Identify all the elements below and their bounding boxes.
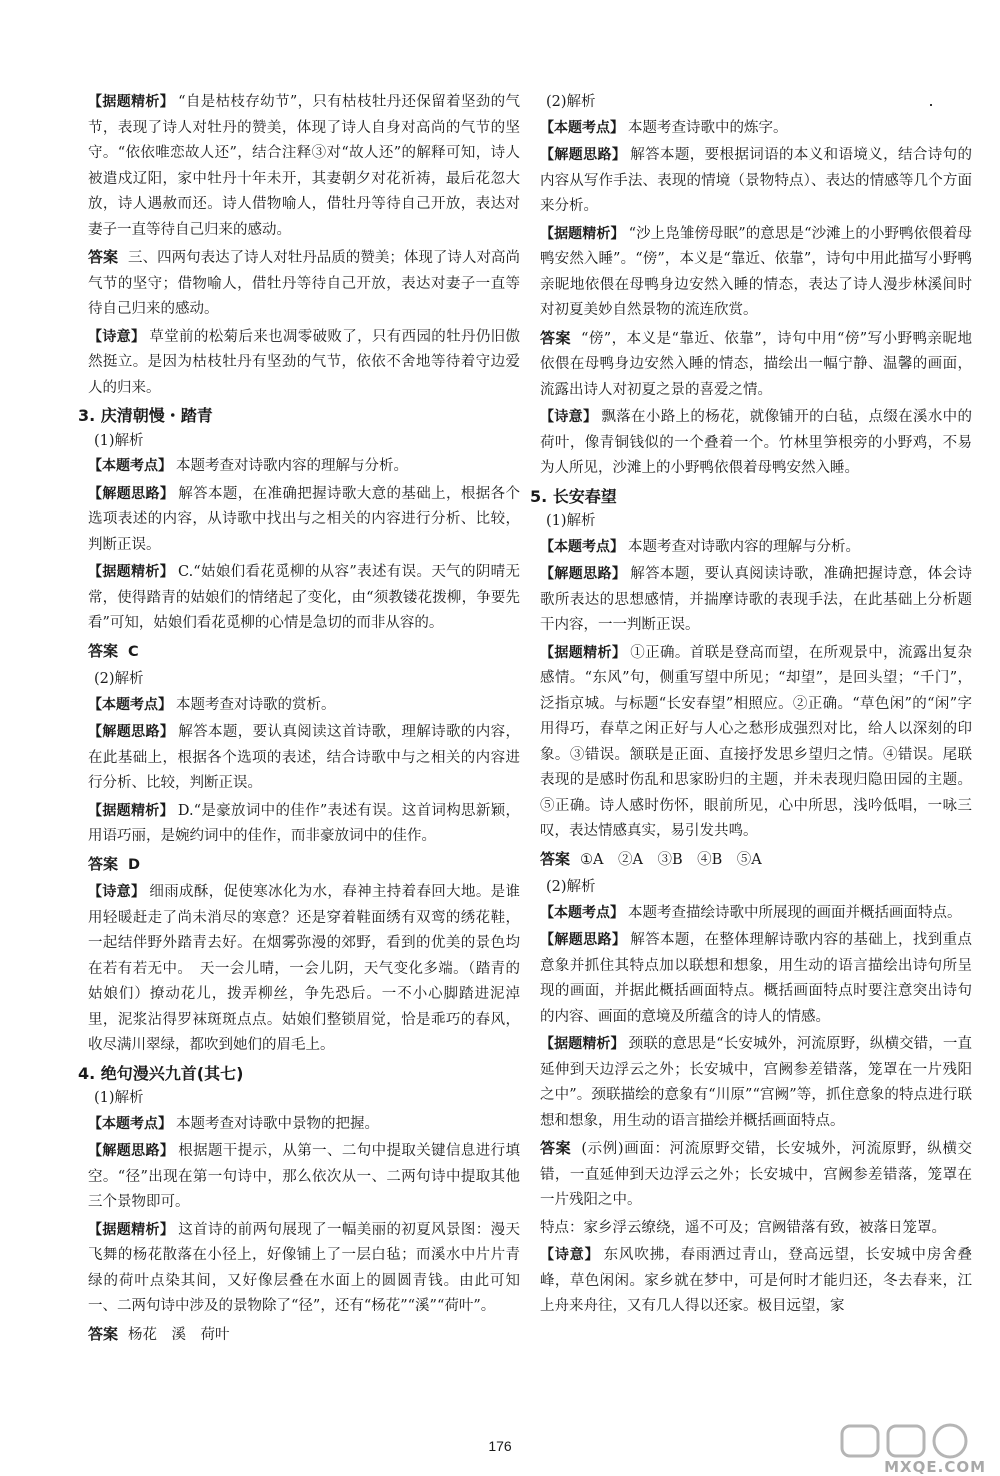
exam-point-block: 【本题考点】 本题考查诗歌中的炼字。 xyxy=(540,119,788,136)
analysis-block: 【据题精析】 ①正确。首联是登高而望，在所观景中，流露出复杂感情。“东风”句，侧重写望中所见；“却望”，是回头望；“千门”，泛指京城。与标题“长安春望”相照应。②正确。“草色闲”的“闲”字用得巧，春草之闲正好与人心之愁形成强烈对比，给人以深刻的印象。③错误。颔联是正面、直接抒发思乡望归之情。④错误。尾联表现的是感时伤乱和思家盼归的主题，并未表现归隐田园的主题。⑤正确。诗人感时伤怀，眼前所见，心中所思，浅吟低唱，一咏三叹，表达情感真实，易引发共鸣。 xyxy=(540,644,972,839)
sub-heading: (2)解析 xyxy=(546,879,596,895)
watermark-text: MXQE.COM xyxy=(884,1458,986,1476)
sub-heading: (1)解析 xyxy=(94,432,144,449)
analysis-block: 【据题精析】 这首诗的前两句展现了一幅美丽的初夏风景图：漫天飞舞的杨花散落在小径上，好像铺上了一层白毡；而溪水中片片青绿的荷叶点染其间，又好像层叠在水面上的圆圆青钱。由此可知一、二两句诗中涉及的景物除了“径”，还有“杨花”“溪”“荷叶”。 xyxy=(88,1221,520,1314)
solution-idea-block: 【解题思路】 根据题干提示，从第一、二句中提取关键信息进行填空。“径”出现在第一句诗中，那么依次从一、二两句诗中提取其他三个景物即可。 xyxy=(88,1143,520,1210)
exam-point-block: 【本题考点】 本题考查对诗歌的赏析。 xyxy=(88,696,336,713)
answer-line: 答案 ①A ②A ③B ④B ⑤A xyxy=(540,849,762,868)
answer-block: 答案 (示例)画面：河流原野交错，长安城外，河流原野，纵横交错，一直延伸到天边浮云之外；长安城中，宫阙参差错落，笼罩在一片残阳之中。 xyxy=(540,1139,972,1208)
exam-point-block: 【本题考点】 本题考查对诗歌内容的理解与分析。 xyxy=(540,538,860,555)
left-column xyxy=(78,90,521,1350)
analysis-block: 【据题精析】 D.“是豪放词中的佳作”表述有误。这首词构思新颖，用语巧丽，是婉约词中的佳作，而非豪放词中的佳作。 xyxy=(88,802,520,844)
analysis-block: 【据题精析】 颈联的意思是“长安城外，河流原野，纵横交错，一直延伸到天边浮云之外；长安城中，宫阙参差错落，笼罩在一片残阳之中”。颈联描绘的意象有“川原”“宫阙”等，抓住意象的特点进行联想和想象，用生动的语言描绘并概括画面特点。 xyxy=(540,1036,972,1129)
answer-block: 答案 三、四两句表达了诗人对牡丹品质的赞美；体现了诗人对高尚气节的坚守；借物喻人，借牡丹等待自己开放，表达对妻子一直等待自己归来的感动。 xyxy=(88,248,520,317)
poem-meaning-block: 【诗意】 细雨成酥，促使寒冰化为水，春神主持着春回大地。是谁用轻暖赶走了尚未消尽的寒意？还是穿着鞋面绣有双鸾的绣花鞋，一起结伴野外踏青去好。在烟雾弥漫的郊野，看到的优美的景色均在若有若无中。 天一会儿晴，一会儿阴，天气变化多端。（踏青的姑娘们）撩动花儿，拨弄柳丝，争先恐后。一不小心脚踏进泥淖里，泥浆沾得罗袜斑斑点点。姑娘们整锁眉觉，恰是乖巧的春风，收尽满川翠绿，都吹到她们的眉毛上。 xyxy=(88,884,520,1053)
poem-meaning-block: 【诗意】 东风吹拂，春雨洒过青山，登高远望，长安城中房舍叠峰，草色闲闲。家乡就在梦中，可是何时才能归还，冬去春来，江上舟来舟往，又有几人得以还家。极目远望，家 xyxy=(540,1247,973,1314)
exam-point-block: 【本题考点】 本题考查对诗歌内容的理解与分析。 xyxy=(88,458,408,474)
poem-meaning-block: 【诗意】 飘落在小路上的杨花，就像铺开的白毡，点缀在溪水中的荷叶，像青铜钱似的一个叠着一个。竹林里笋根旁的小野鸡，不易为人所见，沙滩上的小野鸭依偎着母鸭安然入睡。 xyxy=(540,409,972,476)
answer-feature-line: 特点：家乡浮云缭绕，遥不可及；宫阙错落有致，被落日笼罩。 xyxy=(540,1219,946,1236)
answer-line: 答案 D xyxy=(88,854,141,873)
sub-heading: (1)解析 xyxy=(546,513,596,529)
solution-idea-block: 【解题思路】 解答本题，要认真阅读这首诗歌，理解诗歌的内容，在此基础上，根据各个选项的表述，结合诗歌中与之相关的内容进行分析、比较，判断正误。 xyxy=(88,724,520,791)
exam-point-block: 【本题考点】 本题考查描绘诗歌中所展现的画面并概括画面特点。 xyxy=(540,904,962,921)
solution-idea-block: 【解题思路】 解答本题，要认真阅读诗歌，准确把握诗意，体会诗歌所表达的思想感情，并揣摩诗歌的表现手法，在此基础上分析题干内容，一一判断正误。 xyxy=(540,566,972,633)
answer-line: 答案 C xyxy=(88,641,139,660)
exam-point-block: 【本题考点】 本题考查对诗歌中景物的把握。 xyxy=(88,1115,379,1132)
solution-idea-block: 【解题思路】 解答本题，要根据词语的本义和语境义，结合诗句的内容从写作手法、表现的情境（景物特点）、表达的情感等几个方面来分析。 xyxy=(540,147,972,214)
question-title-3: 3. 庆清朝慢・踏青 xyxy=(78,406,213,425)
analysis-block: 【据题精析】 C.“姑娘们看花觅柳的从容”表述有误。天气的阴晴无常，使得踏青的姑娘们的情绪起了变化，由“须教镂花拨柳，争要先看”可知，姑娘们看花觅柳的心情是急切的而非从容的。 xyxy=(88,564,521,631)
right-column xyxy=(530,90,973,1322)
sub-heading: (2)解析 xyxy=(94,671,144,687)
answer-block: 答案 “傍”，本义是“靠近、依靠”，诗句中用“傍”写小野鸭亲昵地依偎在母鸭身边安然入睡的情态，描绘出一幅宁静、温馨的画面，流露出诗人对初夏之景的喜爱之情。 xyxy=(540,328,972,398)
question-title-4: 4. 绝句漫兴九首(其七) xyxy=(78,1063,244,1083)
answer-line: 答案 杨花 溪 荷叶 xyxy=(88,1324,230,1343)
analysis-block: 【据题精析】 “沙上凫雏傍母眠”的意思是“沙滩上的小野鸭依偎着母鸭安然入睡”。“傍”，本义是“靠近、依靠”，诗句中用此描写小野鸭亲昵地依偎在母鸭身边安然入睡的情态，表达了诗人漫步林溪间时对初夏美妙自然景物的流连欣赏。 xyxy=(540,225,972,318)
question-title-5: 5. 长安春望 xyxy=(530,486,617,506)
sub-heading: (1)解析 xyxy=(94,1090,144,1106)
sub-heading: (2)解析 xyxy=(546,94,596,110)
analysis-block: 【据题精析】 “自是枯枝存幼节”，只有枯枝牡丹还保留着坚劲的气节，表现了诗人对牡丹的赞美，体现了诗人自身对高尚的气节的坚守。“依依唯恋故人还”，结合注释③对“故人还”的解释可知，诗人被遣戍辽阳，家中牡丹十年未开，其妻朝夕对花祈祷，最后花忽大放，诗人遇赦而还。诗人借物喻人，借牡丹等待自己开放，表达对妻子一直等待自己归来的感动。 xyxy=(88,94,521,238)
poem-meaning-block: 【诗意】 草堂前的松菊后来也凋零破败了，只有西园的牡丹仍旧傲然挺立。是因为枯枝牡丹有坚劲的气节，依依不舍地等待着守边爱人的归来。 xyxy=(88,328,520,396)
solution-idea-block: 【解题思路】 解答本题，在整体理解诗歌内容的基础上，找到重点意象并抓住其特点加以联想和想象，用生动的语言描绘出诗句所呈现的画面，并据此概括画面特点。概括画面特点时要注意突出诗句的内容、画面的意境及所蕴含的诗人的情感。 xyxy=(540,932,972,1025)
solution-idea-block: 【解题思路】 解答本题，在准确把握诗歌大意的基础上，根据各个选项表述的内容，从诗歌中找出与之相关的内容进行分析、比较，判断正误。 xyxy=(88,485,520,553)
page-number: 176 xyxy=(488,1438,512,1454)
